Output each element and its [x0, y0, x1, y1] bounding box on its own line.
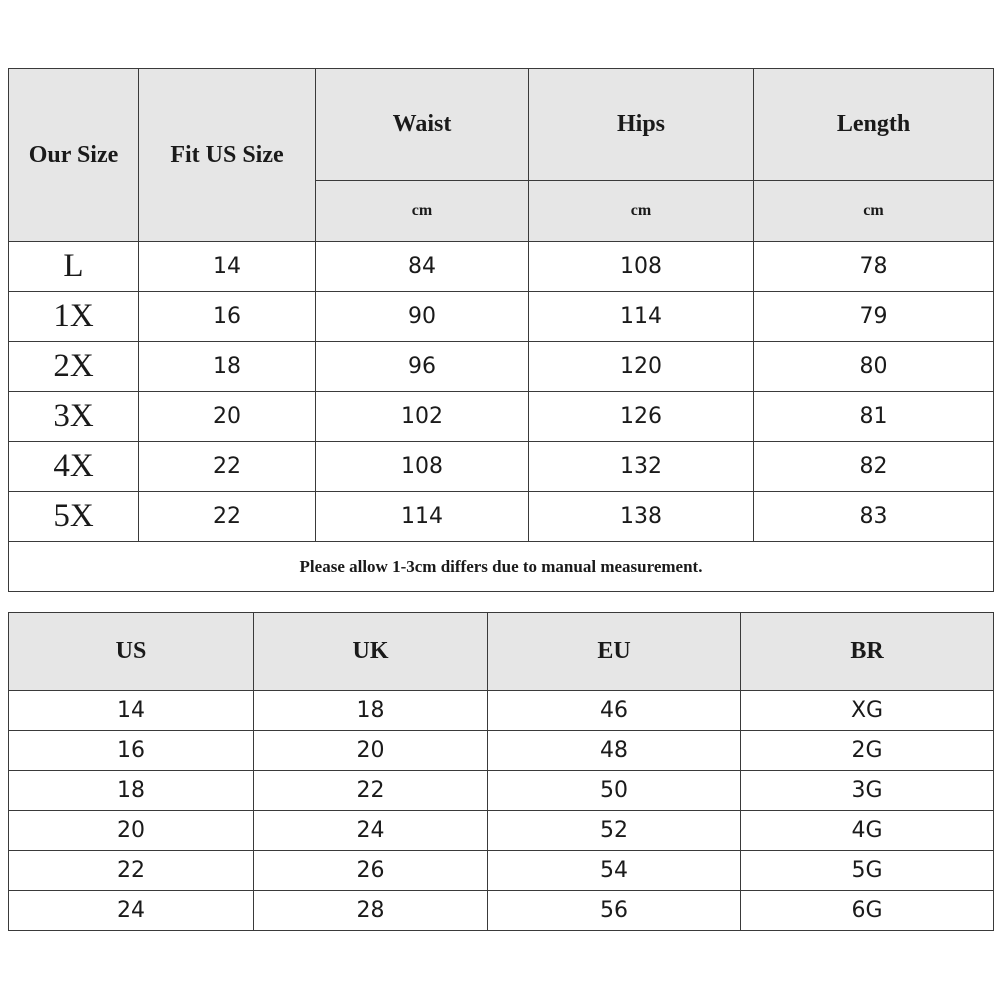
cell-eu: 56 — [488, 891, 741, 931]
cell-br: 2G — [741, 731, 994, 771]
cell-br: 6G — [741, 891, 994, 931]
cell-waist: 114 — [316, 492, 529, 542]
measurement-note: Please allow 1-3cm differs due to manual measurement. — [9, 542, 994, 592]
table-row — [9, 771, 994, 811]
cell-length: 80 — [754, 342, 994, 392]
cell-uk: 26 — [254, 851, 488, 891]
table-row — [9, 392, 994, 442]
header-waist: Waist — [316, 69, 529, 181]
cell-hips: 132 — [529, 442, 754, 492]
cell-us-size: 16 — [139, 292, 316, 342]
cell-uk: 28 — [254, 891, 488, 931]
table-row — [9, 891, 994, 931]
cell-us: 22 — [9, 851, 254, 891]
header-us: US — [9, 613, 254, 691]
unit-length: cm — [754, 181, 994, 242]
cell-us-size: 18 — [139, 342, 316, 392]
cell-our-size: L — [9, 242, 139, 292]
cell-hips: 126 — [529, 392, 754, 442]
header-eu: EU — [488, 613, 741, 691]
unit-waist: cm — [316, 181, 529, 242]
header-br: BR — [741, 613, 994, 691]
cell-hips: 138 — [529, 492, 754, 542]
cell-br: XG — [741, 691, 994, 731]
table-row — [9, 242, 994, 292]
table-row — [9, 691, 994, 731]
note-row — [9, 542, 994, 592]
header-hips: Hips — [529, 69, 754, 181]
cell-us: 20 — [9, 811, 254, 851]
cell-length: 82 — [754, 442, 994, 492]
header-our-size: Our Size — [9, 69, 139, 242]
table-row — [9, 731, 994, 771]
cell-br: 3G — [741, 771, 994, 811]
cell-our-size: 3X — [9, 392, 139, 442]
cell-length: 78 — [754, 242, 994, 292]
cell-our-size: 1X — [9, 292, 139, 342]
cell-uk: 18 — [254, 691, 488, 731]
cell-eu: 54 — [488, 851, 741, 891]
header-fit-us-size: Fit US Size — [139, 69, 316, 242]
cell-eu: 52 — [488, 811, 741, 851]
cell-length: 79 — [754, 292, 994, 342]
table-row — [9, 851, 994, 891]
cell-waist: 102 — [316, 392, 529, 442]
header-uk: UK — [254, 613, 488, 691]
cell-br: 5G — [741, 851, 994, 891]
cell-eu: 48 — [488, 731, 741, 771]
cell-waist: 84 — [316, 242, 529, 292]
cell-us-size: 22 — [139, 442, 316, 492]
cell-us: 24 — [9, 891, 254, 931]
cell-uk: 22 — [254, 771, 488, 811]
cell-waist: 96 — [316, 342, 529, 392]
cell-br: 4G — [741, 811, 994, 851]
cell-us-size: 22 — [139, 492, 316, 542]
cell-us: 18 — [9, 771, 254, 811]
cell-us: 14 — [9, 691, 254, 731]
table-row — [9, 342, 994, 392]
cell-our-size: 4X — [9, 442, 139, 492]
conversion-header-row — [9, 613, 994, 691]
cell-us: 16 — [9, 731, 254, 771]
cell-us-size: 20 — [139, 392, 316, 442]
size-chart-header-row — [9, 69, 994, 181]
cell-waist: 108 — [316, 442, 529, 492]
cell-our-size: 2X — [9, 342, 139, 392]
size-chart-table — [8, 68, 994, 592]
cell-hips: 114 — [529, 292, 754, 342]
cell-hips: 108 — [529, 242, 754, 292]
cell-length: 83 — [754, 492, 994, 542]
cell-length: 81 — [754, 392, 994, 442]
header-length: Length — [754, 69, 994, 181]
cell-hips: 120 — [529, 342, 754, 392]
table-row — [9, 811, 994, 851]
cell-uk: 20 — [254, 731, 488, 771]
table-row — [9, 492, 994, 542]
conversion-chart-table — [8, 612, 994, 931]
cell-us-size: 14 — [139, 242, 316, 292]
table-row — [9, 442, 994, 492]
cell-waist: 90 — [316, 292, 529, 342]
cell-uk: 24 — [254, 811, 488, 851]
cell-our-size: 5X — [9, 492, 139, 542]
cell-eu: 50 — [488, 771, 741, 811]
table-row — [9, 292, 994, 342]
unit-hips: cm — [529, 181, 754, 242]
cell-eu: 46 — [488, 691, 741, 731]
